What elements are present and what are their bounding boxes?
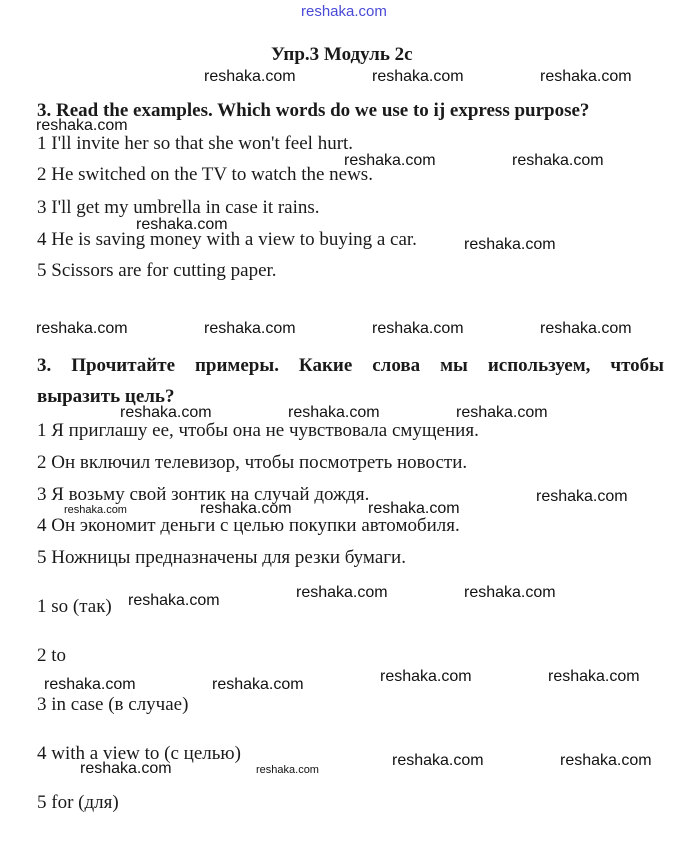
watermark: reshaka.com bbox=[560, 752, 652, 769]
watermark: reshaka.com bbox=[464, 584, 556, 601]
watermark: reshaka.com bbox=[372, 68, 464, 85]
watermark: reshaka.com bbox=[36, 320, 128, 337]
english-item: 1 I'll invite her so that she won't feel hurt. bbox=[37, 133, 354, 154]
watermark: reshaka.com bbox=[120, 404, 212, 421]
page-title: Упр.3 Модуль 2с bbox=[271, 44, 413, 65]
russian-item: 5 Ножницы предназначены для резки бумаги. bbox=[37, 547, 406, 568]
watermark: reshaka.com bbox=[372, 320, 464, 337]
watermark: reshaka.com bbox=[368, 500, 460, 517]
watermark: reshaka.com bbox=[548, 668, 640, 685]
watermark: reshaka.com bbox=[344, 152, 436, 169]
watermark: reshaka.com bbox=[288, 404, 380, 421]
russian-item: 2 Он включил телевизор, чтобы посмотреть новости. bbox=[37, 452, 468, 473]
english-heading: 3. Read the examples. Which words do we use to ij express purpose? bbox=[37, 100, 590, 121]
english-item: 2 He switched on the TV to watch the news. bbox=[37, 164, 373, 185]
watermark: reshaka.com bbox=[80, 760, 172, 777]
russian-item: 4 Он экономит деньги с целью покупки автомобиля. bbox=[37, 515, 460, 536]
watermark: reshaka.com bbox=[380, 668, 472, 685]
watermark: reshaka.com bbox=[536, 488, 628, 505]
watermark: reshaka.com bbox=[464, 236, 556, 253]
watermark: reshaka.com bbox=[36, 117, 128, 134]
answer-item: 5 for (для) bbox=[37, 792, 119, 813]
watermark: reshaka.com bbox=[512, 152, 604, 169]
english-item: 5 Scissors are for cutting paper. bbox=[37, 260, 277, 281]
russian-heading-line2: выразить цель? bbox=[37, 386, 175, 407]
watermark: reshaka.com bbox=[456, 404, 548, 421]
watermark: reshaka.com bbox=[204, 68, 296, 85]
site-header[interactable]: reshaka.com bbox=[301, 3, 387, 20]
russian-item: 1 Я приглашу ее, чтобы она не чувствовала смущения. bbox=[37, 420, 479, 441]
russian-heading-line1: 3. Прочитайте примеры. Какие слова мы используем, чтобы bbox=[37, 355, 664, 376]
answer-item: 4 with a view to (с целью) bbox=[37, 743, 241, 764]
watermark: reshaka.com bbox=[44, 676, 136, 693]
watermark: reshaka.com bbox=[540, 68, 632, 85]
watermark: reshaka.com bbox=[256, 764, 319, 776]
watermark: reshaka.com bbox=[212, 676, 304, 693]
watermark: reshaka.com bbox=[64, 504, 127, 516]
watermark: reshaka.com bbox=[296, 584, 388, 601]
watermark: reshaka.com bbox=[136, 216, 228, 233]
watermark: reshaka.com bbox=[204, 320, 296, 337]
answer-item: 3 in case (в случае) bbox=[37, 694, 189, 715]
answer-item: 2 to bbox=[37, 645, 67, 666]
english-item: 3 I'll get my umbrella in case it rains. bbox=[37, 197, 320, 218]
answer-item: 1 so (так) bbox=[37, 596, 112, 617]
watermark: reshaka.com bbox=[392, 752, 484, 769]
watermark: reshaka.com bbox=[200, 500, 292, 517]
english-item: 4 He is saving money with a view to buying a car. bbox=[37, 229, 417, 250]
russian-item: 3 Я возьму свой зонтик на случай дождя. bbox=[37, 484, 370, 505]
watermark: reshaka.com bbox=[540, 320, 632, 337]
watermark: reshaka.com bbox=[128, 592, 220, 609]
